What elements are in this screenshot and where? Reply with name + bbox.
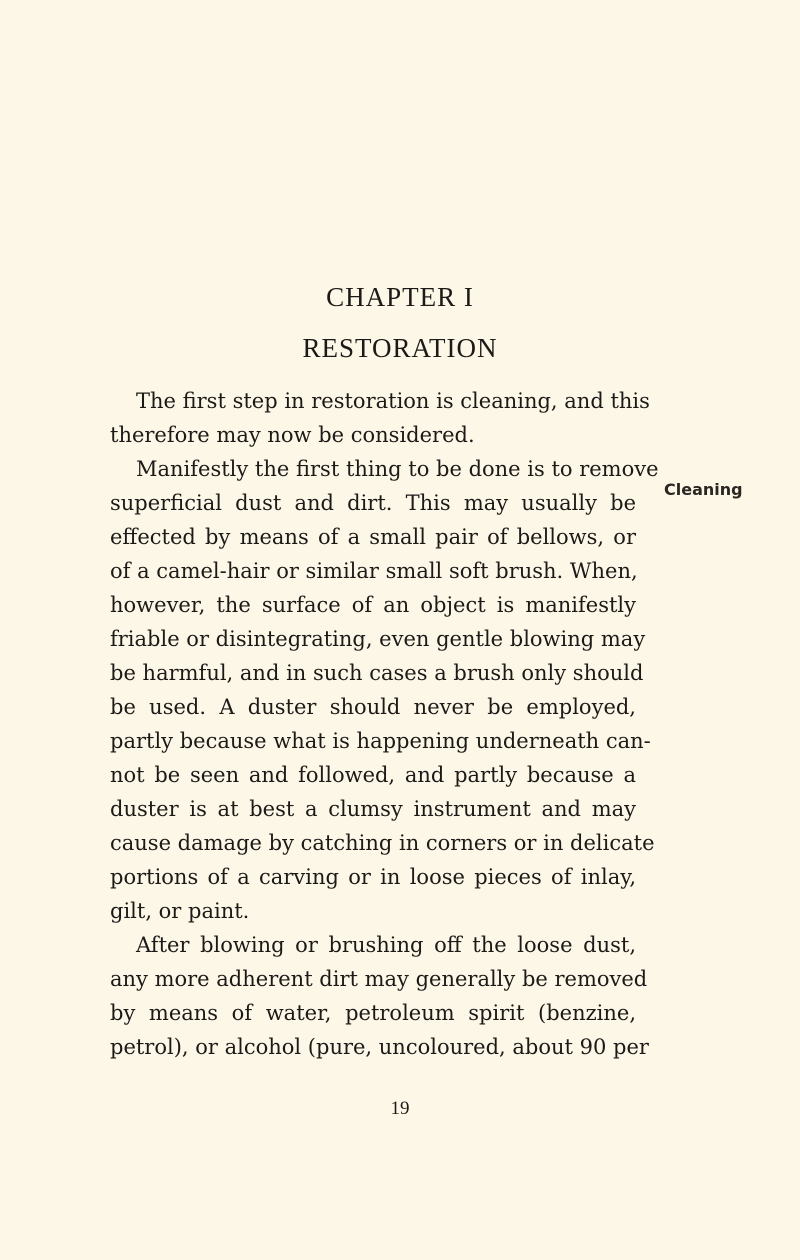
body-line-text: effected by means of a small pair of bellows, or bbox=[110, 525, 636, 549]
chapter-title: RESTORATION bbox=[302, 333, 498, 363]
body-line-15 bbox=[0, 860, 800, 894]
body-line-text: The first step in restoration is cleaning, and this bbox=[136, 389, 650, 413]
body-line-9 bbox=[0, 656, 800, 690]
body-line-18 bbox=[0, 962, 800, 996]
body-line-5 bbox=[0, 520, 800, 554]
body-line-text: portions of a carving or in loose pieces of inlay, bbox=[110, 865, 636, 889]
body-line-text: any more adherent dirt may generally be removed bbox=[110, 967, 648, 991]
body-line-20 bbox=[0, 1030, 800, 1064]
body-line-text: petrol), or alcohol (pure, uncoloured, about 90 per bbox=[110, 1035, 649, 1059]
body-line-text: not be seen and followed, and partly because a bbox=[110, 763, 636, 787]
page-number: 19 bbox=[390, 1098, 410, 1119]
body-line-text: be used. A duster should never be employed, bbox=[110, 695, 636, 719]
body-line-text: cause damage by catching in corners or in delicate bbox=[110, 831, 655, 855]
body-line-text: After blowing or brushing off the loose dust, bbox=[136, 933, 636, 957]
body-line-text: partly because what is happening underneath can- bbox=[110, 729, 651, 753]
body-line-13 bbox=[0, 792, 800, 826]
body-line-12 bbox=[0, 758, 800, 792]
body-line-14 bbox=[0, 826, 800, 860]
body-line-text: duster is at best a clumsy instrument and may bbox=[110, 797, 636, 821]
body-line-text: of a camel-hair or similar small soft brush. When, bbox=[110, 559, 638, 583]
body-line-1 bbox=[0, 384, 800, 418]
body-line-11 bbox=[0, 724, 800, 758]
body-line-text: be harmful, and in such cases a brush only should bbox=[110, 661, 644, 685]
body-line-text: however, the surface of an object is manifestly bbox=[110, 593, 636, 617]
chapter-number: CHAPTER I bbox=[326, 282, 474, 312]
body-line-7 bbox=[0, 588, 800, 622]
body-line-2 bbox=[0, 418, 800, 452]
body-line-text: therefore may now be considered. bbox=[110, 423, 475, 447]
margin-note: Cleaning bbox=[664, 480, 743, 499]
body-line-19 bbox=[0, 996, 800, 1030]
body-line-6 bbox=[0, 554, 800, 588]
body-line-10 bbox=[0, 690, 800, 724]
body-line-text: superficial dust and dirt. This may usually be bbox=[110, 491, 636, 515]
body-line-16 bbox=[0, 894, 800, 928]
body-line-8 bbox=[0, 622, 800, 656]
body-line-text: Manifestly the first thing to be done is to remove bbox=[136, 457, 659, 481]
body-line-text: gilt, or paint. bbox=[110, 899, 250, 923]
body-line-text: friable or disintegrating, even gentle blowing may bbox=[110, 627, 646, 651]
body-line-text: by means of water, petroleum spirit (benzine, bbox=[110, 1001, 636, 1025]
body-line-17 bbox=[0, 928, 800, 962]
